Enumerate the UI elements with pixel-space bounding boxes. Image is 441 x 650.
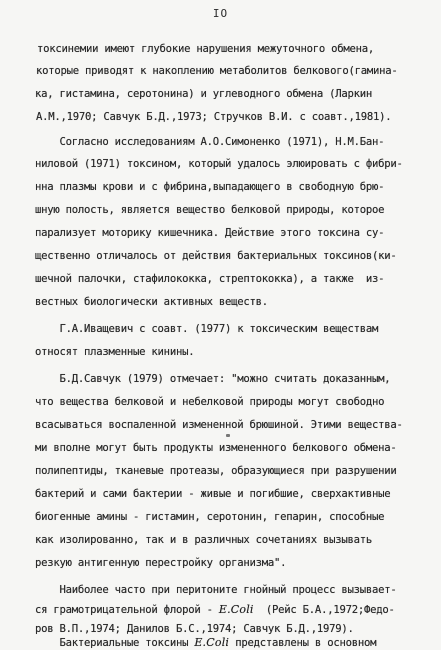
text-line: Г.А.Иващевич с соавт. (1977) к токсическим веществам (35, 323, 379, 335)
text-line: биогенные амины - гистамин, серотонин, гепарин, способные (35, 511, 385, 523)
text-line: щественно отличалось от действия бактериальных токсинов(ки- (35, 250, 397, 262)
text-line: Б.Д.Савчук (1979) отмечает: "можно считать доказанным, (35, 373, 391, 385)
text-line: всасываться воспаленной измененной брюшиной. Этими вещества- (35, 419, 403, 431)
text-line: А.М.,1970; Савчук Б.Д.,1973; Стручков В.И. с соавт.,1981). (36, 111, 392, 123)
page-number: IO (212, 7, 229, 20)
text-line: которые приводят к накоплению метаболитов белкового(гамина- (36, 65, 398, 77)
text-line: Наиболее часто при перитоните гнойный процесс вызывает- (35, 584, 397, 596)
text-line: как изолированно, так и в различных сочетаниях вызывать (35, 534, 373, 546)
text-line: токсинемии имеют глубокие нарушения межуточного обмена, (37, 43, 375, 55)
text-line: бактерий и сами бактерии - живые и погибшие, сверхактивные (35, 488, 391, 500)
text-line: ка, гистамина, серотонина) и углеводного обмена (Ларкин (35, 88, 373, 100)
text-line: вестных биологически активных веществ. (35, 296, 268, 308)
text-line: ся грамотрицательной флорой - E.Coli (Рейс Б.А.,1972;Федо- (35, 603, 395, 616)
text-line: относят плазменные кинины. (35, 346, 195, 358)
text-line: шечной палочки, стафилококка, стрептококка), а также из- (35, 273, 385, 285)
text-line: полипептиды, тканевые протеазы, образующиеся при разрушении (35, 465, 397, 477)
text-line: ниловой (1971) токсином, который удалось элюировать с фибри- (35, 158, 403, 170)
text-line: Бактериальные токсины E.Coli представлены в основном (35, 636, 377, 649)
text-line: резкую антигенную перестройку организма". (35, 557, 287, 569)
text-line: Согласно исследованиям А.О.Симоненко (1971), Н.М.Бан- (35, 136, 385, 148)
ink-mark (226, 434, 230, 437)
text-line: ми вполне могут быть продукты измененного белкового обмена- (35, 442, 397, 454)
text-line: что вещества белковой и небелковой природы могут свободно (35, 396, 385, 408)
text-line: ров В.П.,1974; Данилов Б.С.,1974; Савчук Б.Д.,1979). (35, 623, 354, 635)
text-line: парализует моторику кишечника. Действие этого токсина су- (35, 227, 385, 239)
handwritten-insert: E.Coli (194, 636, 230, 649)
text-line: нна плазмы крови и с фибрина,выпадающего в свободную брю- (35, 181, 385, 193)
handwritten-insert: E.Coli (218, 603, 254, 616)
text-line: шную полость, является вещество белковой природы, которое (35, 204, 385, 216)
